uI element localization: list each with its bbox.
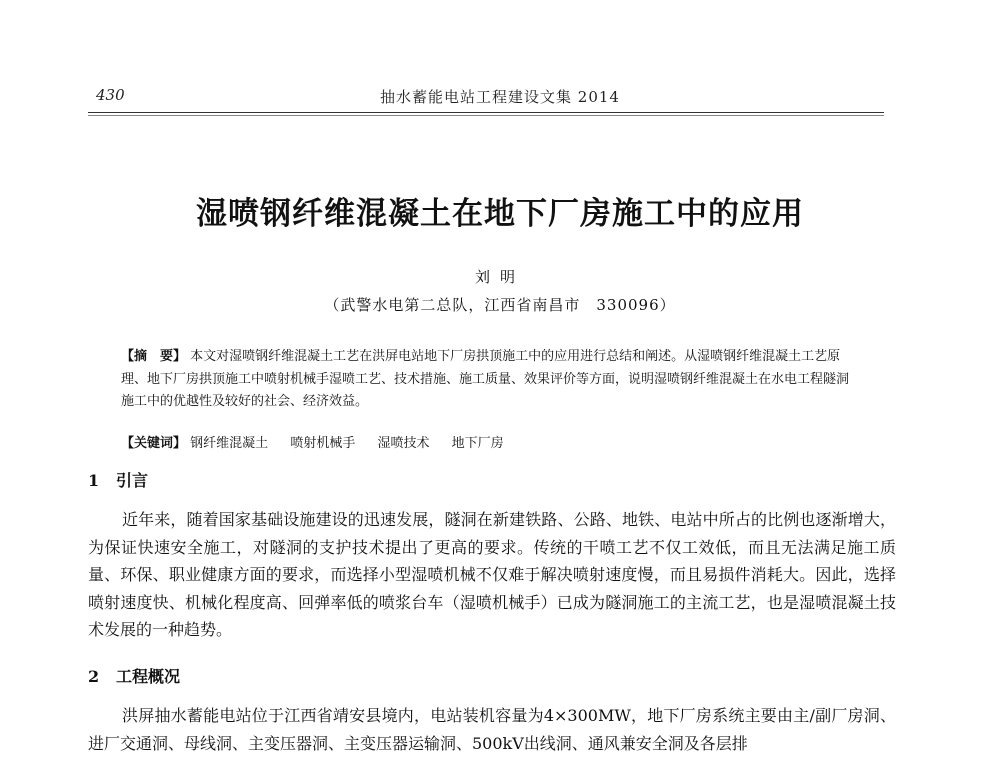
- running-header: 抽水蓄能电站工程建设文集 2014: [380, 88, 620, 106]
- affiliation: （武警水电第二总队，江西省南昌市 330096）: [324, 296, 676, 314]
- abstract-text: 本文对湿喷钢纤维混凝土工艺在洪屏电站地下厂房拱顶施工中的应用进行总结和阐述。从湿喷钢纤维混凝土工艺原理、地下厂房拱顶施工中喷射机械手湿喷工艺、技术措施、施工质量、效果评价等方面，说明湿喷钢纤维混凝土在水电工程隧洞施工中的优越性及较好的社会、经济效益。: [121, 349, 850, 409]
- paragraph-text: 洪屏抽水蓄能电站位于江西省靖安县境内，电站装机容量为4×300MW，地下厂房系统主要由主/副厂房洞、进厂交通洞、母线洞、主变压器洞、主变压器运输洞、500kV出线洞、通风兼安全洞及各层排: [88, 706, 896, 753]
- section-paragraph: [88, 506, 896, 644]
- keyword: 地下厂房: [451, 436, 504, 451]
- section-heading: [88, 664, 180, 687]
- section-number: 1: [88, 471, 100, 490]
- keywords-label: 【关键词】: [121, 436, 187, 451]
- section-paragraph: [88, 702, 896, 757]
- keyword: 喷射机械手: [290, 436, 356, 451]
- page-number: 430: [96, 86, 125, 104]
- section-number: 2: [88, 667, 100, 686]
- abstract: [121, 346, 861, 414]
- section-heading: [88, 468, 148, 491]
- keywords: [121, 432, 861, 451]
- section-title: 引言: [116, 471, 149, 490]
- keyword: 钢纤维混凝土: [190, 436, 269, 451]
- keyword: 湿喷技术: [377, 436, 430, 451]
- header-rule-thin: [88, 115, 884, 116]
- section-title: 工程概况: [116, 667, 181, 686]
- author-name: 刘明: [474, 268, 525, 286]
- article-title: 湿喷钢纤维混凝土在地下厂房施工中的应用: [196, 196, 804, 232]
- header-rule: [88, 112, 884, 113]
- abstract-label: 【摘 要】: [121, 349, 187, 364]
- paragraph-text: 近年来，随着国家基础设施建设的迅速发展，隧洞在新建铁路、公路、地铁、电站中所占的比例也逐渐增大，为保证快速安全施工，对隧洞的支护技术提出了更高的要求。传统的干喷工艺不仅工效低，而且无法满足施工质量、环保、职业健康方面的要求，而选择小型湿喷机械不仅难于解决喷射速度慢，而且易损件消耗大。因此，选择喷射速度快、机械化程度高、回弹率低的喷浆台车（湿喷机械手）已成为隧洞施工的主流工艺，也是湿喷混凝土技术发展的一种趋势。: [88, 510, 896, 639]
